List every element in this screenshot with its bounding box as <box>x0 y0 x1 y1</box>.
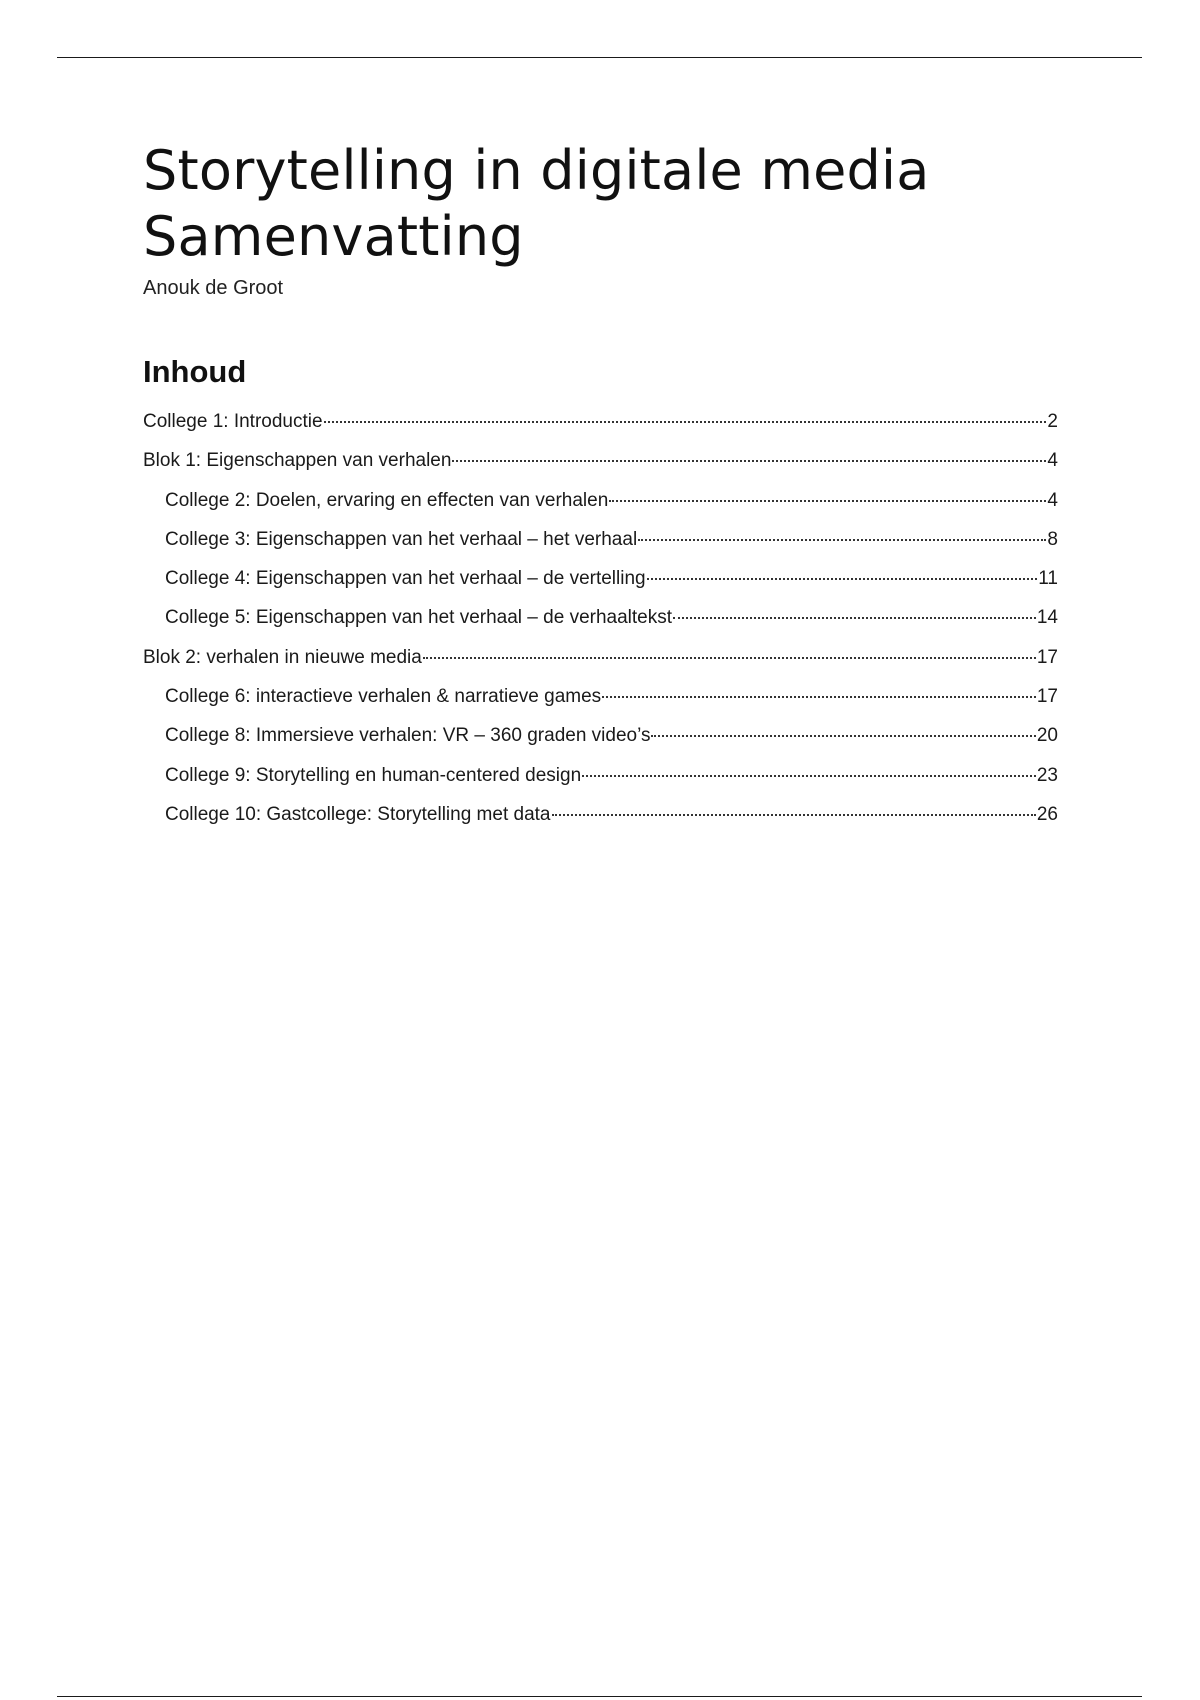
toc-entry-label: College 6: interactieve verhalen & narratieve games <box>165 686 602 708</box>
toc-entry-page: 14 <box>1036 607 1058 629</box>
toc-entry-college-1[interactable] <box>143 410 1058 449</box>
toc-dot-leader <box>647 578 1038 580</box>
toc-entry-college-5[interactable] <box>143 606 1058 645</box>
toc-dot-leader <box>638 539 1046 541</box>
toc-entry-college-8[interactable] <box>143 724 1058 763</box>
toc-entry-blok-2[interactable] <box>143 646 1058 685</box>
toc-entry-page: 4 <box>1047 450 1058 472</box>
toc-dot-leader <box>324 421 1047 423</box>
toc-entry-page: 4 <box>1047 489 1058 511</box>
document-title <box>143 138 1058 270</box>
toc-heading: Inhoud <box>143 354 247 389</box>
toc-entry-college-2[interactable] <box>143 489 1058 528</box>
toc-dot-leader <box>423 657 1036 659</box>
toc-entry-page: 23 <box>1036 764 1058 786</box>
toc-entry-label: College 8: Immersieve verhalen: VR – 360 graden video’s <box>165 725 651 747</box>
toc-entry-college-10[interactable] <box>143 803 1058 842</box>
toc-entry-college-4[interactable] <box>143 567 1058 606</box>
toc-entry-college-6[interactable] <box>143 685 1058 724</box>
toc-entry-page: 11 <box>1038 568 1058 590</box>
header-rule <box>57 57 1142 58</box>
toc-entry-label: College 10: Gastcollege: Storytelling met data <box>165 803 551 825</box>
toc-entry-college-9[interactable] <box>143 764 1058 803</box>
toc-entry-page: 26 <box>1036 803 1058 825</box>
toc-entry-label: Blok 1: Eigenschappen van verhalen <box>143 450 452 472</box>
toc-dot-leader <box>602 696 1036 698</box>
toc-entry-label: College 9: Storytelling en human-centered design <box>165 764 582 786</box>
toc-entry-page: 17 <box>1036 646 1058 668</box>
toc-dot-leader <box>552 814 1036 816</box>
document-title-line-1: Storytelling in digitale media <box>143 139 930 202</box>
toc-dot-leader <box>452 460 1046 462</box>
toc-dot-leader <box>651 735 1035 737</box>
table-of-contents <box>143 410 1058 842</box>
document-author: Anouk de Groot <box>143 277 284 299</box>
toc-entry-college-3[interactable] <box>143 528 1058 567</box>
toc-entry-page: 17 <box>1036 686 1058 708</box>
toc-entry-blok-1[interactable] <box>143 449 1058 488</box>
toc-dot-leader <box>673 617 1036 619</box>
toc-entry-label: College 2: Doelen, ervaring en effecten van verhalen <box>165 489 609 511</box>
toc-entry-label: Blok 2: verhalen in nieuwe media <box>143 646 422 668</box>
footer-rule <box>57 1696 1142 1697</box>
toc-entry-label: College 3: Eigenschappen van het verhaal – het verhaal <box>165 528 638 550</box>
toc-entry-label: College 5: Eigenschappen van het verhaal – de verhaaltekst <box>165 607 673 629</box>
page-content <box>143 138 1058 842</box>
toc-entry-page: 2 <box>1047 411 1058 432</box>
toc-dot-leader <box>582 775 1036 777</box>
toc-entry-page: 8 <box>1047 528 1058 550</box>
toc-dot-leader <box>609 500 1046 502</box>
toc-entry-label: College 1: Introductie <box>143 411 323 432</box>
document-title-line-2: Samenvatting <box>143 205 524 268</box>
toc-entry-page: 20 <box>1036 725 1058 747</box>
toc-entry-label: College 4: Eigenschappen van het verhaal – de vertelling <box>165 568 646 590</box>
